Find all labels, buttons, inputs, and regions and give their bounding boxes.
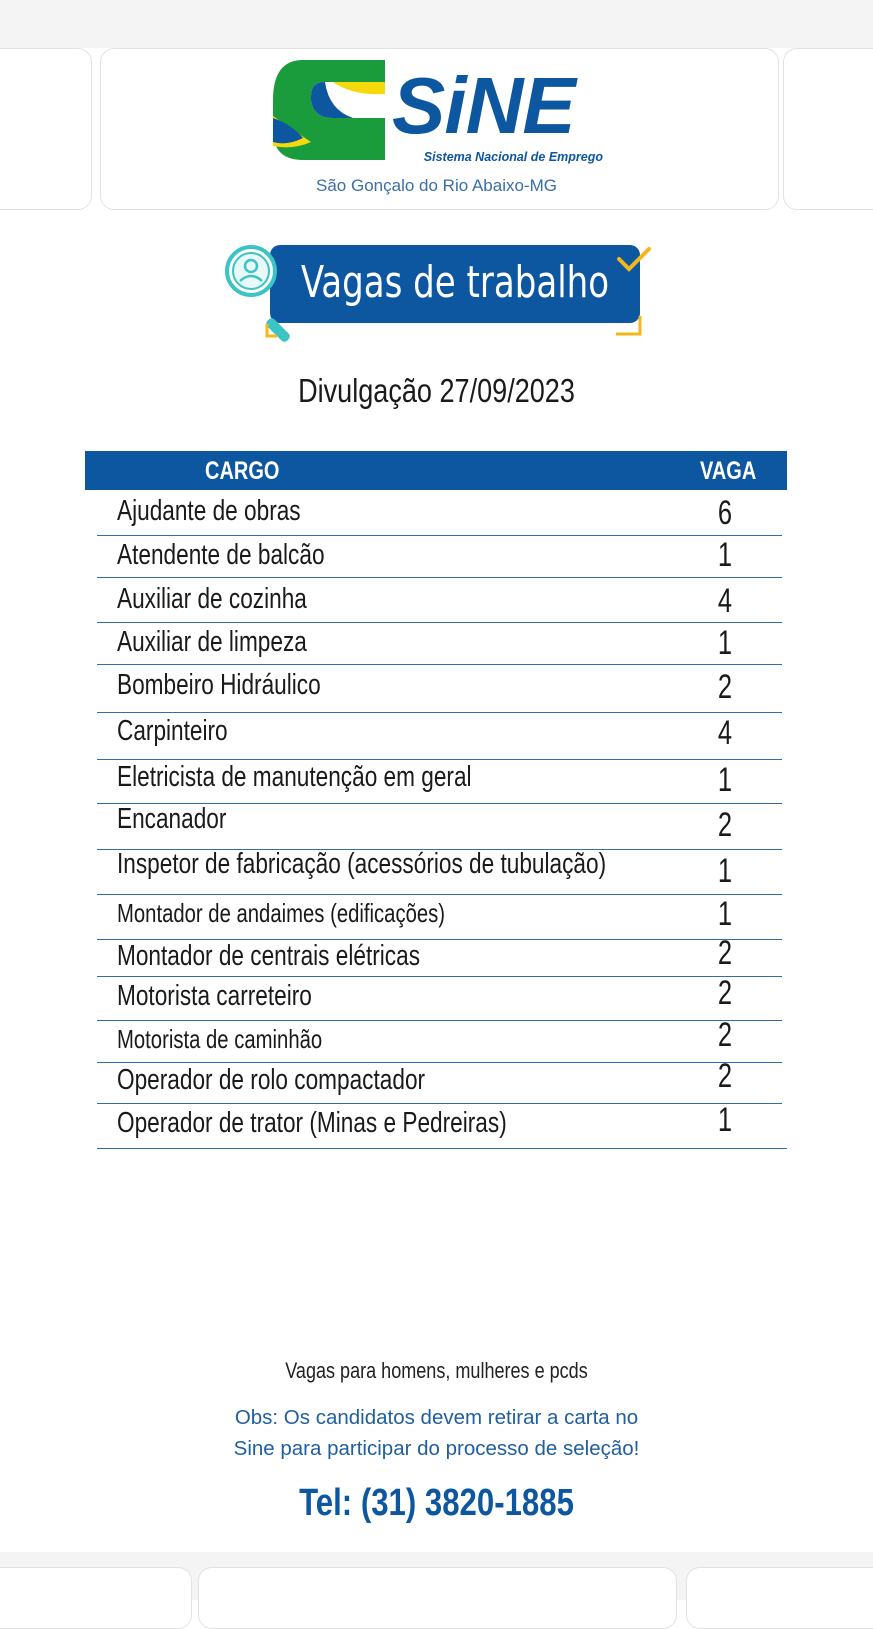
table-row-vaga: 2 bbox=[717, 974, 733, 1012]
side-card-right bbox=[783, 48, 873, 210]
corner-accent-icon bbox=[612, 312, 646, 338]
obs-text bbox=[0, 1402, 873, 1464]
table-row-cargo: Operador de trator (Minas e Pedreiras) bbox=[117, 1107, 507, 1139]
obs-line-1: Obs: Os candidatos devem retirar a carta no bbox=[234, 1406, 639, 1429]
row-divider bbox=[97, 1062, 782, 1063]
table-row-vaga: 1 bbox=[717, 852, 733, 890]
row-divider bbox=[97, 664, 782, 665]
sine-flag-logo bbox=[273, 60, 385, 162]
row-divider bbox=[97, 976, 782, 977]
bottom-card-center bbox=[198, 1567, 677, 1629]
table-row-vaga: 1 bbox=[717, 761, 733, 799]
obs-line-2: Sine para participar do processo de seleção! bbox=[233, 1437, 640, 1460]
row-divider bbox=[97, 1103, 782, 1104]
table-row-cargo: Montador de centrais elétricas bbox=[117, 940, 421, 972]
table-row-cargo: Eletricista de manutenção em geral bbox=[117, 761, 472, 793]
row-divider bbox=[97, 535, 782, 536]
table-row-vaga: 2 bbox=[717, 934, 733, 972]
row-divider bbox=[97, 1148, 787, 1149]
table-row-cargo: Carpinteiro bbox=[117, 715, 228, 747]
table-row-cargo: Motorista carreteiro bbox=[117, 980, 312, 1012]
banner-title: Vagas de trabalho bbox=[300, 257, 610, 308]
bottom-card-left bbox=[0, 1567, 192, 1629]
row-divider bbox=[97, 759, 782, 760]
table-row-vaga: 1 bbox=[717, 895, 733, 933]
table-row-vaga: 2 bbox=[717, 1057, 733, 1095]
footer-note: Vagas para homens, mulheres e pcds bbox=[285, 1358, 588, 1383]
table-row-cargo: Operador de rolo compactador bbox=[117, 1064, 426, 1096]
table-row-vaga: 4 bbox=[717, 714, 733, 752]
table-header bbox=[85, 451, 787, 490]
city-label: São Gonçalo do Rio Abaixo-MG bbox=[316, 176, 557, 195]
table-row-vaga: 6 bbox=[717, 494, 733, 532]
user-magnifier-icon bbox=[225, 245, 285, 305]
row-divider bbox=[97, 577, 782, 578]
table-row-cargo: Bombeiro Hidráulico bbox=[117, 669, 321, 701]
brand-name: SiNE bbox=[392, 61, 575, 150]
table-row-vaga: 1 bbox=[717, 624, 733, 662]
table-row-cargo: Encanador bbox=[117, 803, 227, 835]
row-divider bbox=[97, 1020, 782, 1021]
magnifier-handle-icon bbox=[265, 310, 305, 350]
table-row-vaga: 2 bbox=[717, 1016, 733, 1054]
checkmark-icon bbox=[615, 245, 655, 275]
table-row-cargo: Ajudante de obras bbox=[117, 495, 301, 527]
table-row-vaga: 4 bbox=[717, 582, 733, 620]
table-row-vaga: 2 bbox=[717, 668, 733, 706]
phone-number: Tel: (31) 3820-1885 bbox=[299, 1482, 574, 1524]
table-row-cargo: Motorista de caminhão bbox=[117, 1024, 323, 1054]
row-divider bbox=[97, 622, 782, 623]
table-row-vaga: 2 bbox=[717, 806, 733, 844]
table-row-cargo: Auxiliar de cozinha bbox=[117, 583, 307, 615]
header-cargo: CARGO bbox=[205, 457, 280, 485]
table-row-vaga: 1 bbox=[717, 1101, 733, 1139]
header-vaga: VAGA bbox=[700, 457, 757, 485]
row-divider bbox=[97, 712, 782, 713]
brand-subtitle: Sistema Nacional de Emprego bbox=[423, 150, 603, 164]
table-row-cargo: Montador de andaimes (edificações) bbox=[117, 898, 446, 928]
table-row-cargo: Atendente de balcão bbox=[117, 539, 325, 571]
side-card-left bbox=[0, 48, 92, 210]
table-row-vaga: 1 bbox=[717, 536, 733, 574]
table-row-cargo: Auxiliar de limpeza bbox=[117, 626, 307, 658]
top-band bbox=[0, 0, 873, 48]
row-divider bbox=[97, 894, 782, 895]
table-row-cargo: Inspetor de fabricação (acessórios de tubulação) bbox=[117, 848, 607, 880]
release-date: Divulgação 27/09/2023 bbox=[298, 372, 575, 409]
bottom-card-right bbox=[686, 1567, 873, 1629]
